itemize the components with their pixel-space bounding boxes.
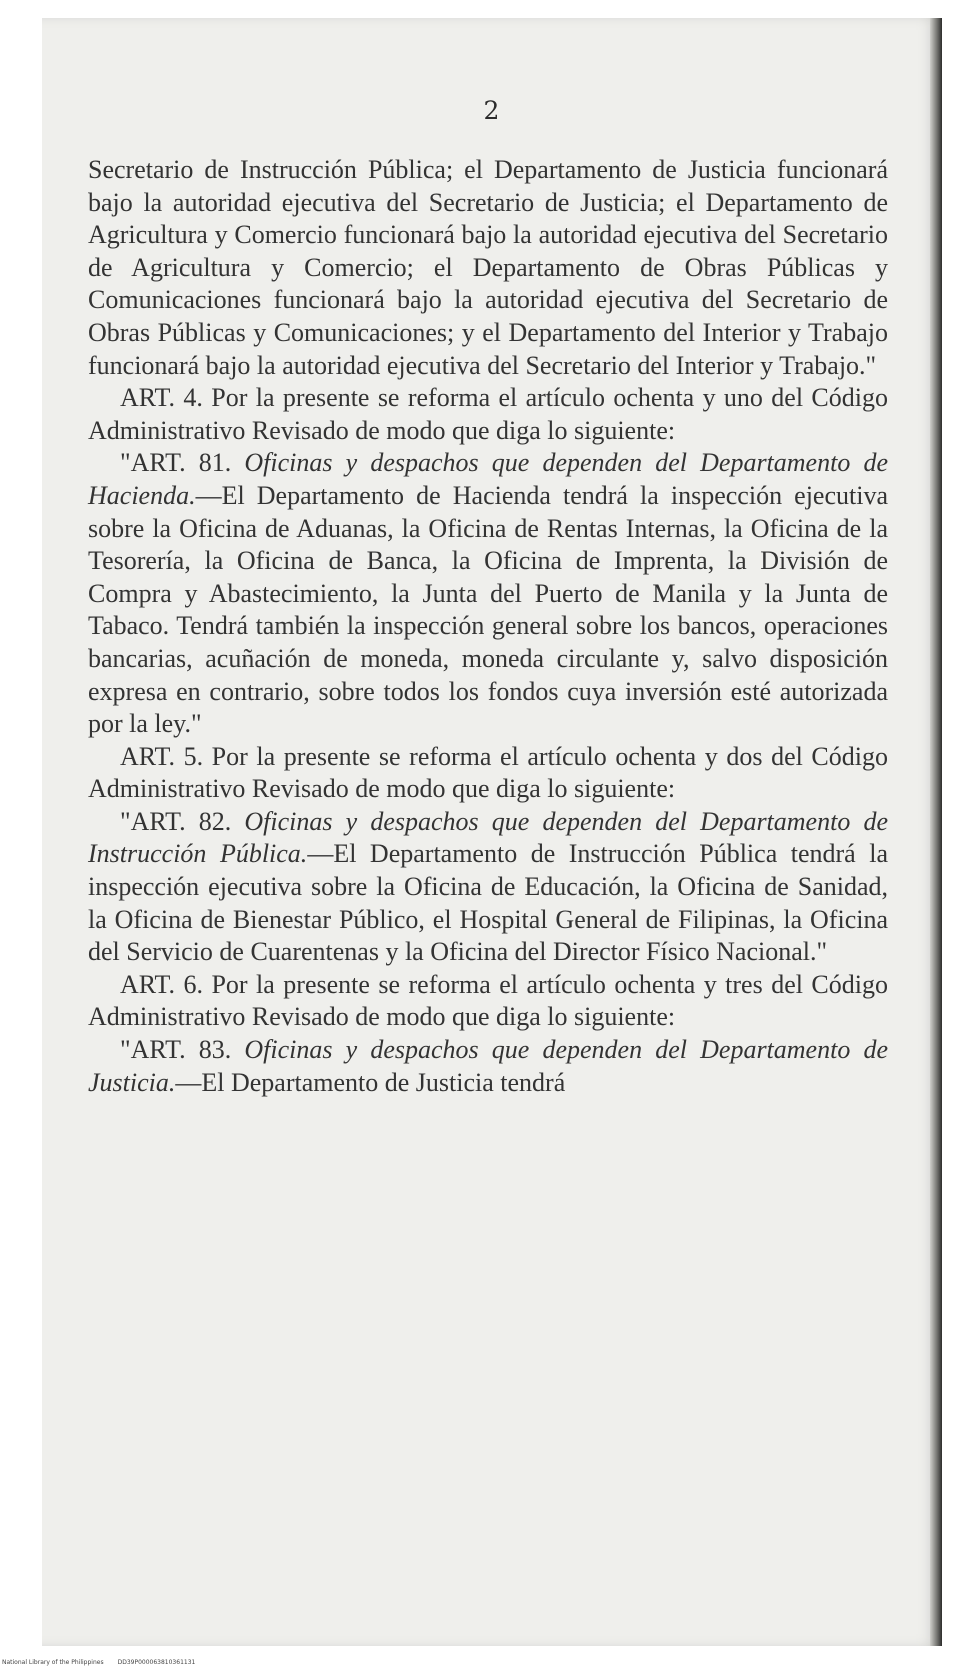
article-title: Oficinas y despachos que dependen del Departamento de Hacienda.: [88, 448, 889, 510]
paragraph-text: Secretario de Instrucción Pública; el Departamento de Justicia funcionará bajo la autoridad ejecutiva del Secretario de Justicia; el Departamento de Agricultura y Comercio funcionará bajo la autoridad ejecutiva del Secretario de Agricultura y Comercio; el Departamento de Obras Públicas y Comunicaciones funcionará bajo la autoridad ejecutiva del Secretario de Obras Públicas y Comunicaciones; y el Departamento del Interior y Trabajo funcionará bajo la autoridad ejecutiva del Secretario del Interior y Trabajo.": [88, 155, 888, 380]
document-page: [42, 18, 942, 1646]
paragraph-text: Por la presente se reforma el artículo ochenta y tres del Código Administrativo Revisado de modo que diga lo siguiente:: [88, 969, 888, 1032]
body-text: [88, 154, 888, 1099]
article-6-paragraph: [88, 969, 888, 1034]
paragraph-continuation: [88, 154, 888, 382]
article-5-paragraph: [88, 741, 888, 806]
paragraph-text: —El Departamento de Justicia tendrá: [175, 1067, 566, 1097]
article-label: ART. 5.: [120, 741, 204, 771]
paragraph-text: —El Departamento de Hacienda tendrá la inspección ejecutiva sobre la Oficina de Aduanas, la Oficina de Rentas Internas, la Oficina de la Tesorería, la Oficina de Banca, la Oficina de Imprenta, la División de Compra y Abastecimiento, la Junta del Puerto de Manila y la Junta de Tabaco. Tendrá también la inspección general sobre los bancos, operaciones bancarias, acuñación de moneda, moneda circulante y, salvo disposición expresa en contrario, sobre todos los fondos cuya inversión esté autorizada por la ley.": [88, 480, 888, 739]
article-label: "ART. 83.: [120, 1035, 232, 1065]
paragraph-text: —El Departamento de Instrucción Pública tendrá la inspección ejecutiva sobre la Oficina de Educación, la Oficina de Sanidad, la Oficina de Bienestar Público, el Hospital General de Filipinas, la Oficina del Servicio de Cuarentenas y la Oficina del Director Físico Nacional.": [88, 839, 888, 967]
article-label: "ART. 81.: [120, 448, 232, 478]
page-number: 2: [483, 96, 501, 125]
article-title: Oficinas y despachos que dependen del Departamento de Justicia.: [88, 1035, 889, 1097]
article-81-paragraph: [88, 447, 888, 740]
article-4-paragraph: [88, 382, 888, 447]
paragraph-text: Por la presente se reforma el artículo ochenta y uno del Código Administrativo Revisado de modo que diga lo siguiente:: [88, 383, 888, 445]
footer-library: National Library of the Philippines: [2, 1659, 104, 1666]
article-title: Oficinas y despachos que dependen del Departamento de Instrucción Pública.: [88, 806, 889, 869]
article-label: "ART. 82.: [120, 806, 232, 836]
scan-footer: [2, 1659, 209, 1666]
footer-code: DD39P000063810361131: [117, 1659, 196, 1666]
article-label: ART. 4.: [120, 383, 203, 413]
article-82-paragraph: [88, 806, 888, 969]
page-binding-edge: [930, 18, 942, 1646]
paragraph-text: Por la presente se reforma el artículo ochenta y dos del Código Administrativo Revisado de modo que diga lo siguiente:: [88, 741, 888, 804]
article-83-paragraph: [88, 1034, 888, 1099]
article-label: ART. 6.: [120, 969, 203, 999]
